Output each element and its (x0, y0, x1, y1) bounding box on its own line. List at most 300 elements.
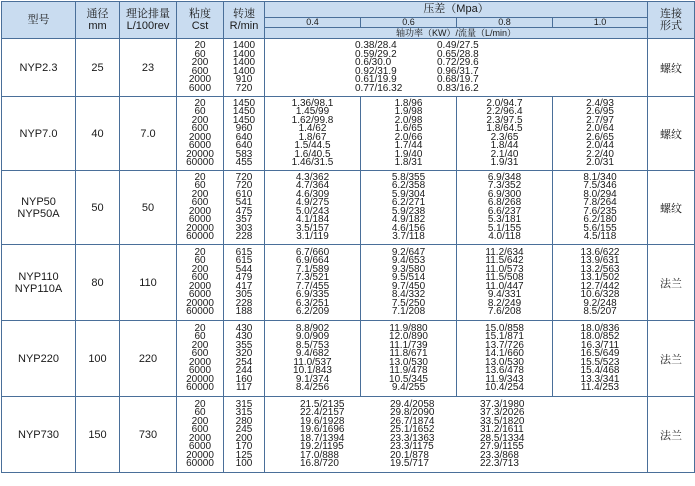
pressure-c1-cell (265, 97, 361, 171)
data-value: 22.4/2157 (300, 407, 345, 418)
speed-cell-line: 1450 (232, 97, 256, 109)
viscosity-cell-line: 60 (194, 255, 206, 266)
pressure-c3-cell-line: 15.1/871 (485, 331, 524, 342)
pressure-c1-cell-line: 3.5/157 (295, 222, 330, 234)
speed-cell-line: 170 (235, 441, 253, 452)
speed-cell (224, 171, 265, 245)
viscosity-cell-line: 6000 (188, 214, 212, 225)
pressure-c4-cell-line: 6.2/180 (583, 214, 617, 225)
pressure-c2-cell-line: 9.2/647 (391, 246, 426, 258)
pressure-c3-cell-line: 11.5/642 (485, 255, 524, 266)
viscosity-cell-line: 60 (194, 407, 206, 418)
pressure-c4-cell-line: 4.5/118 (583, 231, 617, 242)
speed-cell-line: 1450 (232, 114, 256, 126)
pressure-c1-cell-line: 4.1/184 (295, 214, 330, 225)
pressure-c1-cell-line: 1.45/99 (295, 106, 330, 117)
pressure-c1-cell-line: 8.8/902 (295, 322, 330, 334)
pressure-c4-cell-line: 2.6/95 (586, 106, 614, 117)
pressure-c1-cell-line: 1.62/99.8 (291, 114, 334, 126)
pressure-c2-cell-line: 6.2/358 (391, 180, 426, 191)
pressure-c3-cell-line: 2.2/96.4 (486, 106, 523, 117)
table-row (2, 171, 695, 245)
speed-cell-line: 1400 (232, 57, 256, 68)
data-value: 0.49/27.5 (437, 40, 479, 51)
pressure-c4-cell-line: 7.8/264 (583, 197, 617, 208)
pressure-c2-cell-line: 1.6/65 (394, 123, 423, 134)
data-value: 0.83/16.2 (437, 82, 479, 94)
pressure-c3-cell-line: 5.1/155 (487, 222, 522, 234)
pressure-c3-cell (457, 97, 553, 171)
pressure-c1-cell (265, 171, 361, 245)
viscosity-cell-line: 20 (194, 97, 206, 109)
speed-cell-line: 125 (235, 449, 253, 461)
pressure-c4-cell-line: 15.5/523 (580, 356, 620, 368)
data-value: 37.3/2026 (480, 407, 525, 418)
bore-cell: 80 (76, 245, 120, 321)
pressure-c2-cell (361, 245, 457, 321)
speed-cell-line: 160 (235, 373, 253, 385)
viscosity-cell-line: 20000 (186, 222, 214, 234)
pressure-c4-cell-line: 2.4/93 (586, 97, 614, 109)
viscosity-cell-line: 20 (194, 398, 206, 410)
data-value: 23.3/868 (480, 449, 519, 461)
data-value: 18.7/1394 (300, 432, 345, 444)
model-cell-line: NYP110A (14, 282, 63, 295)
data-line (265, 82, 647, 94)
pressure-c1-cell-line: 1.5/44.5 (294, 140, 331, 151)
viscosity-cell-line: 60000 (186, 458, 214, 469)
pressure-c4-cell (553, 321, 648, 397)
pressure-c3-cell-line: 9.4/331 (487, 289, 522, 300)
header-speed (224, 2, 265, 39)
data-value: 0.65/28.8 (437, 48, 479, 60)
pressure-c1-cell-line: 7.3/521 (295, 272, 330, 283)
header-conn-label: 连接 (660, 8, 683, 20)
speed-cell-line: 1450 (232, 106, 256, 117)
pressure-c4-cell-line: 2.2/40 (586, 148, 614, 160)
viscosity-cell-line: 6000 (188, 365, 212, 376)
speed-cell-line: 640 (235, 131, 253, 143)
data-value: 0.77/16.32 (355, 82, 403, 94)
header-speed-unit: R/min (229, 20, 259, 32)
pressure-c4-cell-line: 16.5/649 (580, 348, 620, 359)
pressure-c1-cell-line: 1.4/62 (298, 123, 327, 134)
data-line (265, 460, 647, 469)
speed-cell (224, 397, 265, 473)
speed-cell-line: 544 (235, 263, 253, 275)
viscosity-cell-line: 600 (191, 197, 209, 208)
pressure-c2-cell-line: 4.9/182 (391, 214, 426, 225)
viscosity-cell-line: 2000 (188, 356, 212, 368)
pressure-c4-cell (553, 171, 648, 245)
merged-data-cell (265, 397, 648, 473)
data-value: 23.3/1363 (390, 432, 435, 444)
model-cell (2, 245, 76, 321)
pressure-c4-cell-line: 16.3/711 (580, 339, 620, 351)
viscosity-cell-line: 20000 (186, 449, 214, 461)
pressure-c2-cell (361, 171, 457, 245)
data-value: 27.9/1155 (480, 441, 524, 452)
speed-cell-line: 280 (235, 415, 253, 427)
speed-cell-line: 1400 (232, 65, 256, 77)
pressure-c2-cell-line: 11.1/739 (389, 339, 428, 351)
speed-cell-line: 455 (235, 157, 253, 168)
pump-spec-table (1, 1, 695, 473)
speed-cell-line: 320 (235, 348, 253, 359)
viscosity-cell-line: 200 (191, 188, 209, 200)
pressure-c3-cell-line: 7.3/352 (487, 180, 522, 191)
pressure-c1-cell-line: 7.7/455 (295, 280, 330, 292)
table-row (2, 39, 695, 97)
table-row (2, 321, 695, 397)
pressure-c2-cell-line: 1.9/98 (394, 106, 423, 117)
pressure-c2-cell (361, 97, 457, 171)
pressure-c3-cell-line: 11.9/343 (485, 373, 524, 385)
pressure-c2-cell-line: 8.4/332 (391, 289, 426, 300)
pressure-c1-cell-line: 7.1/589 (295, 263, 330, 275)
speed-cell-line: 430 (235, 322, 253, 334)
header-viscosity (177, 2, 224, 39)
viscosity-cell-line: 6000 (188, 289, 212, 300)
data-value: 19.5/717 (390, 458, 429, 469)
pressure-c3-cell-line: 6.9/300 (487, 188, 522, 200)
connection-cell: 法兰 (648, 397, 695, 473)
displacement-cell: 23 (120, 39, 177, 97)
viscosity-cell-line: 200 (191, 57, 209, 68)
viscosity-cell-line: 200 (191, 263, 209, 275)
pressure-c3-cell-line: 13.6/478 (485, 365, 524, 376)
pressure-c1-cell-line: 6.7/660 (295, 246, 330, 258)
pressure-c2-cell-line: 6.2/271 (391, 197, 426, 208)
pressure-c2-cell-line: 9.3/580 (391, 263, 426, 275)
pressure-c2-cell-line: 5.8/355 (391, 171, 426, 183)
data-value: 20.1/878 (390, 449, 429, 461)
pressure-c1-cell-line: 8.4/256 (295, 382, 330, 393)
pressure-c2-cell-line: 12.0/890 (389, 331, 428, 342)
speed-cell (224, 245, 265, 321)
data-value: 25.1/1652 (390, 424, 435, 435)
data-value: 19.2/1195 (300, 441, 344, 452)
model-cell-line: NYP110 (18, 270, 59, 283)
pressure-c1-cell-line: 4.3/362 (295, 171, 330, 183)
header-bore-unit: mm (88, 20, 107, 32)
pressure-c3-cell (457, 321, 553, 397)
speed-cell-line: 228 (235, 231, 253, 242)
pressure-c1-cell-line: 9.4/682 (295, 348, 330, 359)
pressure-c3-cell (457, 245, 553, 321)
model-cell-line: NYP2.3 (19, 61, 58, 74)
speed-cell-line: 1400 (232, 48, 256, 60)
pressure-c4-cell-line: 2.0/64 (586, 123, 614, 134)
speed-cell-line: 200 (235, 432, 253, 444)
pressure-c4-cell-line: 12.7/442 (580, 280, 620, 292)
data-value: 0.59/29.2 (355, 48, 397, 60)
speed-cell-line: 615 (235, 246, 253, 258)
pressure-col-0.6: 0.6 (361, 18, 457, 28)
speed-cell-line: 357 (235, 214, 253, 225)
viscosity-cell-line: 2000 (188, 74, 212, 85)
model-cell-line: NYP730 (18, 428, 59, 441)
speed-cell-line: 355 (235, 339, 253, 351)
pressure-c4-cell-line: 5.6/155 (583, 222, 617, 234)
pressure-c2-cell-line: 13.0/530 (389, 356, 428, 368)
viscosity-cell-line: 2000 (188, 280, 212, 292)
pressure-c3-cell-line: 4.0/118 (488, 231, 521, 242)
header-bore-label: 通径 (86, 8, 109, 20)
pressure-c1-cell-line: 6.3/251 (295, 297, 330, 309)
model-cell-line: NYP50A (17, 207, 60, 220)
bore-cell: 40 (76, 97, 120, 171)
viscosity-cell-line: 20 (194, 246, 206, 258)
pressure-c1-cell-line: 5.0/243 (295, 205, 330, 217)
model-cell (2, 39, 76, 97)
pressure-c2-cell-line: 9.4/255 (391, 382, 426, 393)
viscosity-cell-line: 20000 (186, 297, 214, 309)
connection-cell: 法兰 (648, 245, 695, 321)
header-conn-label2: 形式 (660, 20, 683, 32)
pressure-c4-cell-line: 13.6/622 (580, 246, 620, 258)
pressure-c1-cell-line: 4.6/309 (295, 188, 330, 200)
pressure-c4-cell-line: 2.0/31 (586, 157, 614, 168)
data-value: 19.6/1696 (300, 424, 345, 435)
pressure-c4-cell (553, 245, 648, 321)
data-value: 0.61/19.9 (355, 74, 397, 85)
pressure-c1-cell-line: 10.1/843 (293, 365, 332, 376)
connection-cell: 螺纹 (648, 39, 695, 97)
viscosity-cell (177, 171, 224, 245)
displacement-cell: 730 (120, 397, 177, 473)
pressure-c3-cell-line: 2.0/94.7 (486, 97, 523, 109)
data-value: 29.4/2058 (390, 398, 435, 410)
pressure-c3-cell-line: 11.0/447 (485, 280, 524, 292)
data-value: 16.8/720 (300, 458, 339, 469)
pressure-c2-cell-line: 10.5/345 (389, 373, 428, 385)
speed-cell-line: 610 (235, 188, 253, 200)
pressure-c2-cell-line: 5.9/238 (391, 205, 426, 217)
pressure-c3-cell-line: 2.3/65 (490, 131, 519, 143)
viscosity-cell-line: 20000 (186, 148, 214, 160)
data-value: 26.7/1874 (390, 415, 435, 427)
pressure-c4-cell (553, 97, 648, 171)
model-cell (2, 321, 76, 397)
pressure-c2-cell-line: 2.0/66 (394, 131, 423, 143)
pressure-c2-cell-line: 7.5/250 (391, 297, 426, 309)
pressure-c4-cell-line: 11.4/253 (580, 382, 620, 393)
model-cell (2, 171, 76, 245)
pressure-c3-cell-line: 14.1/660 (485, 348, 524, 359)
data-value: 23.3/1175 (390, 441, 434, 452)
viscosity-cell (177, 39, 224, 97)
speed-cell-line: 100 (235, 458, 253, 469)
data-value: 0.68/19.7 (437, 74, 479, 85)
pressure-c3-cell-line: 13.7/726 (485, 339, 524, 351)
pressure-c3-cell-line: 13.0/530 (485, 356, 524, 368)
viscosity-cell-line: 2000 (188, 131, 212, 143)
viscosity-cell-line: 600 (191, 424, 209, 435)
viscosity-cell-line: 2000 (188, 432, 212, 444)
pressure-c2-cell-line: 2.0/98 (394, 114, 423, 126)
viscosity-cell-line: 60000 (186, 157, 214, 168)
pressure-c1-cell-line: 11.0/537 (293, 356, 332, 368)
pressure-c1-cell-line: 1.36/98.1 (291, 97, 334, 109)
pressure-c3-cell-line: 11.2/634 (485, 246, 524, 258)
speed-cell-line: 479 (235, 272, 253, 283)
table-row (2, 97, 695, 171)
displacement-cell: 220 (120, 321, 177, 397)
speed-cell-line: 254 (235, 356, 253, 368)
data-value: 31.2/1611 (480, 424, 524, 435)
viscosity-cell-line: 60 (194, 48, 206, 60)
pressure-c4-cell-line: 10.6/328 (580, 289, 620, 300)
pressure-c3-cell-line: 7.6/208 (487, 306, 522, 317)
header-speed-label: 转速 (233, 8, 255, 20)
pressure-c3-cell-line: 2.3/97.5 (486, 114, 523, 126)
pressure-c1-cell-line: 1.8/67 (298, 131, 327, 143)
pressure-c2-cell (361, 321, 457, 397)
pressure-c4-cell-line: 13.9/631 (580, 255, 620, 266)
bore-cell: 25 (76, 39, 120, 97)
displacement-cell: 50 (120, 171, 177, 245)
data-value: 0.72/29.6 (437, 57, 479, 68)
pressure-c2-cell-line: 3.7/118 (392, 231, 425, 242)
viscosity-cell-line: 600 (191, 348, 209, 359)
pressure-c1-cell-line: 1.46/31.5 (291, 157, 334, 168)
data-value: 17.0/888 (300, 449, 339, 461)
pressure-c4-cell-line: 8.1/340 (583, 171, 617, 183)
header-disp-label: 理论排量 (126, 8, 170, 20)
pressure-c4-cell-line: 2.0/44 (586, 140, 614, 151)
pressure-c4-cell-line: 7.5/346 (583, 180, 617, 191)
speed-cell (224, 97, 265, 171)
speed-cell-line: 583 (235, 148, 253, 160)
data-value: 0.6/30.0 (355, 57, 392, 68)
viscosity-cell-line: 200 (191, 339, 209, 351)
pressure-c3-cell-line: 6.6/237 (487, 205, 522, 217)
header-subtitle: 轴功率（KW）/流量（L/min） (265, 28, 648, 39)
viscosity-cell-line: 20 (194, 171, 206, 183)
viscosity-cell-line: 60000 (186, 306, 214, 317)
pressure-c4-cell-line: 8.5/207 (583, 306, 617, 317)
viscosity-cell-line: 6000 (188, 441, 212, 452)
pressure-c3-cell-line: 10.4/254 (485, 382, 524, 393)
pressure-c1-cell-line: 9.0/909 (295, 331, 330, 342)
pressure-c4-cell-line: 18.0/852 (580, 331, 620, 342)
pressure-c1-cell (265, 321, 361, 397)
pressure-c2-cell-line: 9.7/450 (391, 280, 426, 292)
pressure-c4-cell-line: 2.7/97 (586, 114, 614, 126)
pressure-c1-cell (265, 245, 361, 321)
speed-cell-line: 303 (235, 222, 253, 234)
pressure-c2-cell-line: 9.4/653 (391, 255, 426, 266)
pressure-c4-cell-line: 7.6/235 (583, 205, 617, 217)
pressure-c1-cell-line: 9.1/374 (295, 373, 330, 385)
viscosity-cell-line: 600 (191, 65, 209, 77)
speed-cell-line: 430 (235, 331, 253, 342)
speed-cell-line: 315 (235, 398, 253, 410)
viscosity-cell-line: 60000 (186, 382, 214, 393)
viscosity-cell-line: 20 (194, 40, 206, 51)
header-bore (76, 2, 120, 39)
pressure-c1-cell-line: 8.5/753 (295, 339, 330, 351)
model-cell-line: NYP220 (18, 352, 59, 365)
pressure-c3-cell-line: 6.8/268 (487, 197, 522, 208)
viscosity-cell (177, 245, 224, 321)
data-value: 33.5/1820 (480, 415, 525, 427)
pressure-c2-cell-line: 11.9/880 (389, 322, 428, 334)
pressure-c2-cell-line: 1.8/96 (394, 97, 423, 109)
viscosity-cell-line: 20 (194, 322, 206, 334)
model-cell (2, 397, 76, 473)
speed-cell-line: 245 (235, 424, 253, 435)
speed-cell-line: 228 (235, 297, 253, 309)
bore-cell: 100 (76, 321, 120, 397)
model-cell-line: NYP7.0 (19, 127, 58, 140)
speed-cell-line: 305 (235, 289, 253, 300)
speed-cell (224, 39, 265, 97)
data-value: 37.3/1980 (480, 398, 525, 410)
pressure-c3-cell-line: 2.1/40 (490, 148, 519, 160)
table-row (2, 245, 695, 321)
data-value: 19.6/1928 (300, 415, 345, 427)
pressure-col-0.8: 0.8 (457, 18, 553, 28)
speed-cell-line: 960 (235, 123, 253, 134)
speed-cell-line: 541 (235, 197, 253, 208)
viscosity-cell (177, 97, 224, 171)
data-value: 0.96/31.7 (437, 65, 479, 77)
pressure-c4-cell-line: 13.1/502 (580, 272, 620, 283)
header-displacement (120, 2, 177, 39)
speed-cell-line: 417 (235, 280, 253, 292)
viscosity-cell-line: 600 (191, 123, 209, 134)
pressure-c3-cell-line: 8.2/249 (487, 297, 522, 309)
model-cell-line: NYP50 (21, 195, 56, 208)
pressure-c3-cell-line: 15.0/858 (485, 322, 524, 334)
pressure-c1-cell-line: 1.6/40.5 (294, 148, 331, 160)
connection-cell: 螺纹 (648, 171, 695, 245)
data-value: 22.3/713 (480, 458, 519, 469)
bore-cell: 50 (76, 171, 120, 245)
speed-cell-line: 1400 (232, 40, 256, 51)
pressure-c1-cell-line: 6.2/209 (295, 306, 330, 317)
pressure-c2-cell-line: 5.9/304 (391, 188, 426, 200)
viscosity-cell-line: 60 (194, 106, 206, 117)
viscosity-cell-line: 2000 (188, 205, 212, 217)
table-row (2, 397, 695, 473)
speed-cell-line: 475 (235, 205, 253, 217)
viscosity-cell-line: 60 (194, 331, 206, 342)
header-connection (648, 2, 695, 39)
viscosity-cell-line: 20000 (186, 373, 214, 385)
merged-data-cell (265, 39, 648, 97)
pressure-c4-cell-line: 18.0/836 (580, 322, 620, 334)
pressure-c4-cell-line: 8.0/294 (583, 188, 617, 200)
viscosity-cell (177, 397, 224, 473)
header-disp-unit: L/100rev (126, 20, 170, 32)
pressure-c2-cell-line: 11.9/478 (389, 365, 428, 376)
viscosity-cell-line: 6000 (188, 82, 212, 94)
connection-cell: 法兰 (648, 321, 695, 397)
speed-cell-line: 315 (235, 407, 253, 418)
pressure-c2-cell-line: 1.9/40 (394, 148, 423, 160)
viscosity-cell-line: 200 (191, 114, 209, 126)
pressure-c2-cell-line: 1.7/44 (394, 140, 423, 151)
data-value: 0.38/28.4 (355, 40, 397, 51)
header-visc-unit: Cst (191, 20, 209, 32)
viscosity-cell-line: 6000 (188, 140, 212, 151)
pressure-c1-cell-line: 3.1/119 (296, 231, 329, 242)
pressure-c3-cell-line: 11.5/508 (485, 272, 524, 283)
viscosity-cell-line: 200 (191, 415, 209, 427)
